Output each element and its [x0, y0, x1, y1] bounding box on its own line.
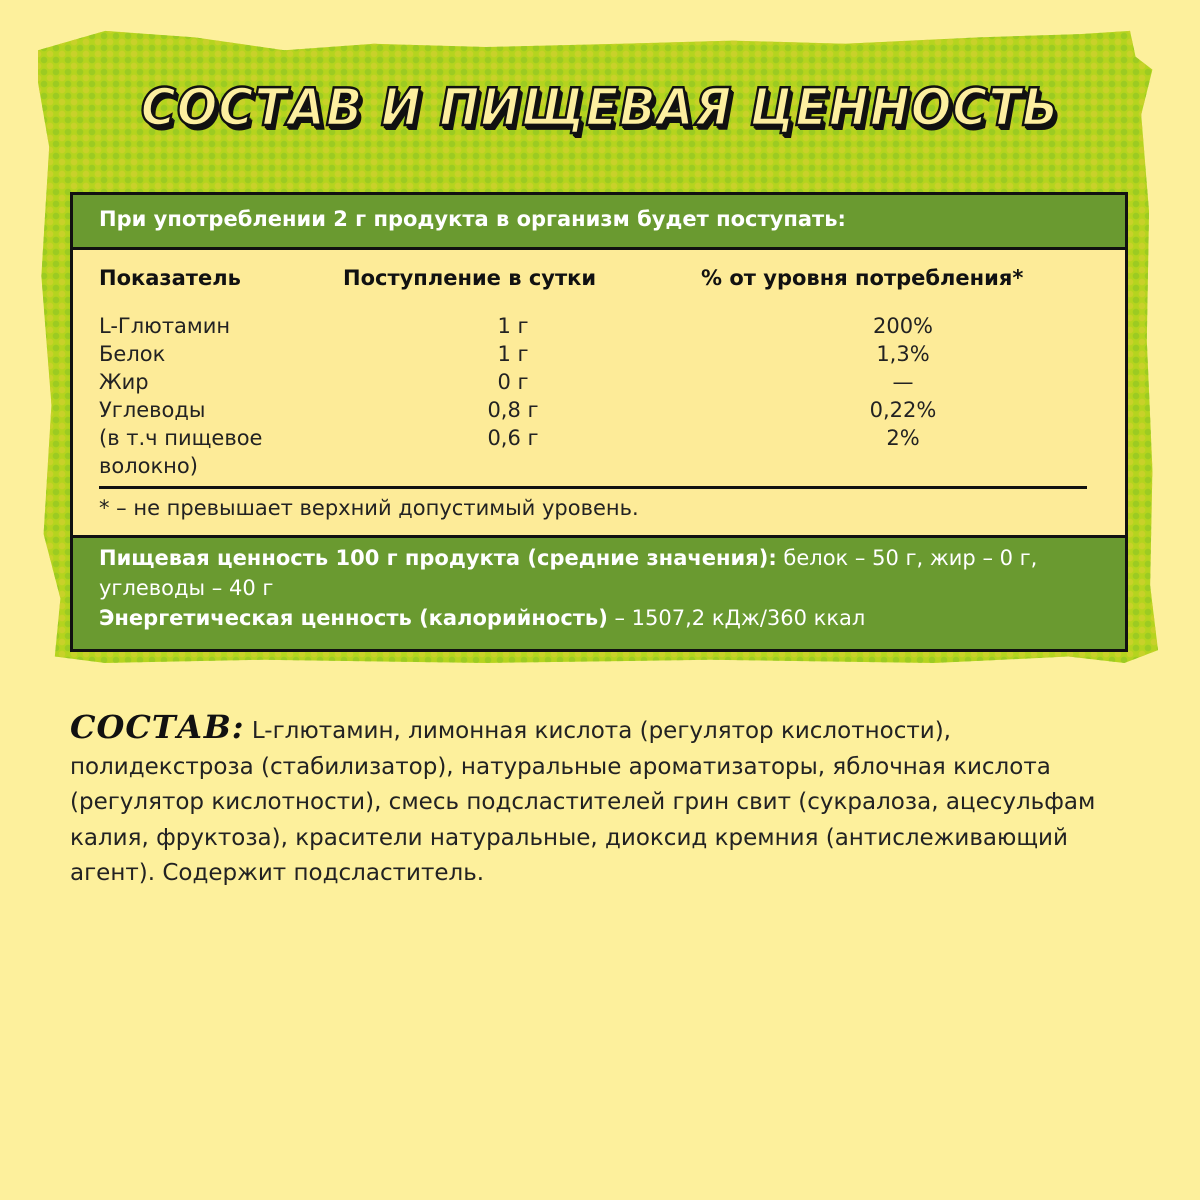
row-name: L-Глютамин — [99, 314, 231, 338]
row-percent: 2% — [886, 426, 920, 450]
row-percent: 1,3% — [876, 342, 930, 366]
composition-paragraph — [70, 710, 1140, 892]
row-name: Жир — [99, 370, 149, 394]
row-percent: — — [892, 370, 914, 394]
column-header-daily-intake: Поступление в сутки — [343, 266, 597, 290]
page-title: СОСТАВ И ПИЩЕВАЯ ЦЕННОСТЬ — [140, 78, 1060, 138]
row-name: Углеводы — [99, 398, 206, 422]
energy-value: – 1507,2 кДж/360 ккал — [607, 606, 866, 630]
energy-label: Энергетическая ценность (калорийность) — [99, 606, 608, 630]
row-amount: 1 г — [497, 314, 529, 338]
row-percent: 0,22% — [869, 398, 937, 422]
nutrition-values: белок – 50 г, жир – 0 г, углеводы – 40 г — [99, 546, 1038, 600]
nutrition-value-section — [73, 535, 1125, 649]
row-percent: 200% — [872, 314, 934, 338]
footnote: * – не превышает верхний допустимый уровень. — [99, 496, 639, 520]
row-amount: 0,8 г — [487, 398, 539, 422]
nutrition-table — [70, 192, 1128, 652]
composition-label: СОСТАВ: — [70, 708, 245, 746]
row-name: Белок — [99, 342, 166, 366]
composition-text: L-глютамин, лимонная кислота (регулятор кислотности), полидекстроза (стабилизатор), натуральные ароматизаторы, яблочная кислота (регулятор кислотности), смесь подсластителей грин свит (сукралоза, ацесульфам калия, фруктоза), красители натуральные, диоксид кремния (антислеживающий агент). Содержит подсластитель. — [70, 718, 1096, 886]
table-header: При употреблении 2 г продукта в организм будет поступать: — [73, 195, 1125, 250]
nutrition-label: Пищевая ценность 100 г продукта (средние значения): — [99, 546, 777, 570]
row-amount: 0 г — [497, 370, 529, 394]
row-name: (в т.ч пищевое волокно) — [99, 426, 263, 478]
row-amount: 1 г — [497, 342, 529, 366]
divider-line — [99, 486, 1087, 489]
column-header-percent: % от уровня потребления* — [701, 266, 1024, 290]
column-header-indicator: Показатель — [99, 266, 241, 290]
row-amount: 0,6 г — [487, 426, 539, 450]
table-body — [73, 250, 1125, 530]
